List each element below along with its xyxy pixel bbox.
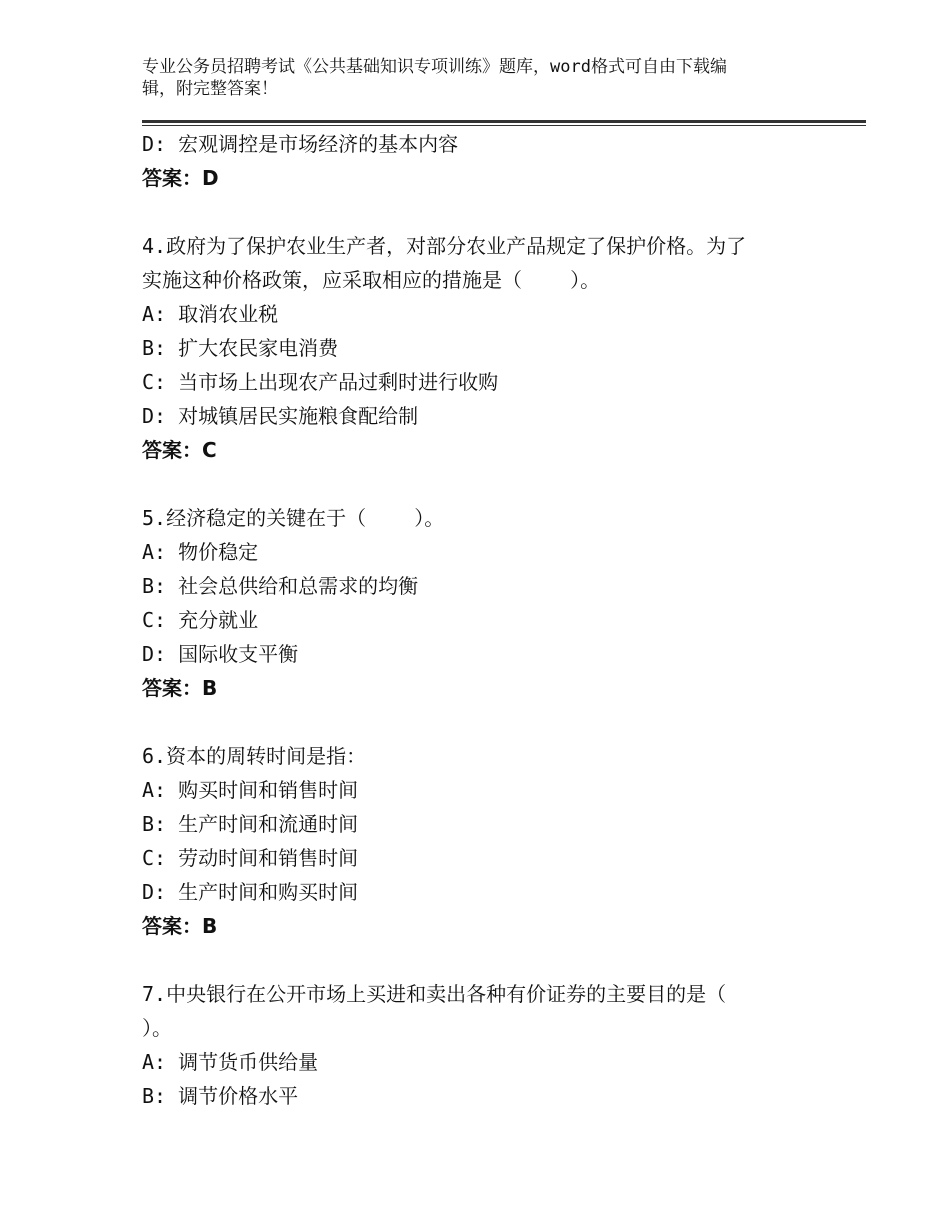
header-line-1: 专业公务员招聘考试《公共基础知识专项训练》题库，word格式可自由下载编 <box>142 57 727 77</box>
option-d: D: 对城镇居民实施粮食配给制 <box>142 404 419 428</box>
question-stem: 5.经济稳定的关键在于（ ）。 <box>142 506 445 530</box>
option-b: B: 扩大农民家电消费 <box>142 336 339 360</box>
header-divider-thick <box>142 120 866 123</box>
answer-label: 答案：B <box>142 914 218 938</box>
option-a: A: 购买时间和销售时间 <box>142 778 359 802</box>
option-c: C: 充分就业 <box>142 608 259 632</box>
option-a: A: 取消农业税 <box>142 302 279 326</box>
header-line-2: 辑，附完整答案！ <box>142 79 278 99</box>
option-d: D: 宏观调控是市场经济的基本内容 <box>142 132 459 156</box>
answer-label: 答案：D <box>142 166 219 190</box>
answer-label: 答案：B <box>142 676 218 700</box>
option-b: B: 社会总供给和总需求的均衡 <box>142 574 419 598</box>
header-divider-thin <box>142 125 866 126</box>
question-stem: 6.资本的周转时间是指： <box>142 744 367 768</box>
option-a: A: 物价稳定 <box>142 540 259 564</box>
question-stem: 7.中央银行在公开市场上买进和卖出各种有价证券的主要目的是（ <box>142 982 727 1006</box>
question-list <box>142 127 822 1113</box>
spacer <box>142 467 822 501</box>
question-stem: 4.政府为了保护农业生产者，对部分农业产品规定了保护价格。为了 <box>142 234 747 258</box>
option-c: C: 当市场上出现农产品过剩时进行收购 <box>142 370 499 394</box>
option-d: D: 国际收支平衡 <box>142 642 299 666</box>
answer-label: 答案：C <box>142 438 217 462</box>
option-b: B: 调节价格水平 <box>142 1084 299 1108</box>
option-c: C: 劳动时间和销售时间 <box>142 846 359 870</box>
document-header <box>142 56 792 100</box>
spacer <box>142 705 822 739</box>
option-d: D: 生产时间和购买时间 <box>142 880 359 904</box>
question-stem: 实施这种价格政策，应采取相应的措施是（ ）。 <box>142 268 601 292</box>
spacer <box>142 195 822 229</box>
spacer <box>142 943 822 977</box>
option-a: A: 调节货币供给量 <box>142 1050 319 1074</box>
option-b: B: 生产时间和流通时间 <box>142 812 359 836</box>
question-stem: ）。 <box>142 1016 172 1040</box>
